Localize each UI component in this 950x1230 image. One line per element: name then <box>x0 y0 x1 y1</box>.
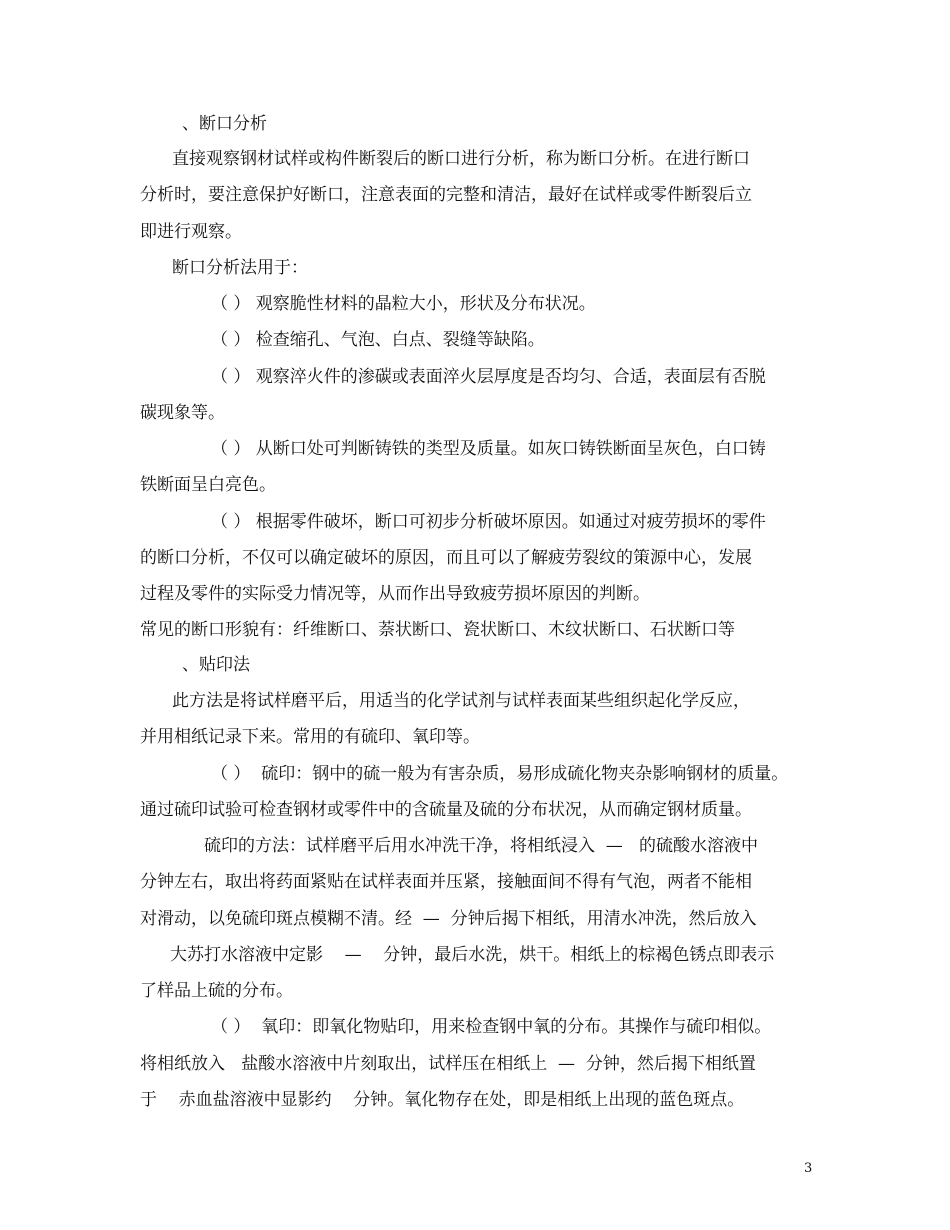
paragraph-line: 此方法是将试样磨平后，用适当的化学试剂与试样表面某些组织起化学反应， <box>172 691 750 711</box>
paragraph-line: 即进行观察。 <box>140 222 242 242</box>
paragraph-line: 分析时，要注意保护好断口，注意表面的完整和清洁，最好在试样或零件断裂后立 <box>140 185 752 205</box>
list-item-continuation: 碳现象等。 <box>140 403 225 423</box>
paragraph-line: 通过硫印试验可检查钢材或零件中的含硫量及硫的分布状况，从而确定钢材质量。 <box>140 800 752 820</box>
sulfur-method-line: 硫印的方法：试样磨平后用水冲洗干净，将相纸浸入 — 的硫酸水溶液中 <box>204 836 759 856</box>
list-item-continuation: 的断口分析，不仅可以确定破坏的原因，而且可以了解疲劳裂纹的策源中心，发展 <box>140 548 752 568</box>
list-item: （ ） 观察脆性材料的晶粒大小，形状及分布状况。 <box>211 294 596 314</box>
sulfur-print-item: （ ） 硫印：钢中的硫一般为有害杂质，易形成硫化物夹杂影响钢材的质量。 <box>211 764 789 784</box>
list-item-continuation: 铁断面呈白亮色。 <box>140 475 276 495</box>
list-item: （ ） 观察淬火件的渗碳或表面淬火层厚度是否均匀、合适，表面层有否脱 <box>211 367 766 387</box>
paragraph-line: 将相纸放入 盐酸水溶液中片刻取出，试样压在相纸上 — 分钟，然后揭下相纸置 <box>140 1054 756 1074</box>
list-item: （ ） 根据零件破坏，断口可初步分析破坏原因。如通过对疲劳损坏的零件 <box>211 512 766 532</box>
section-heading-fracture: 、断口分析 <box>182 114 267 134</box>
uses-lead: 断口分析法用于： <box>172 258 308 278</box>
list-item: （ ） 检查缩孔、气泡、白点、裂缝等缺陷。 <box>211 330 545 350</box>
section-heading-print: 、贴印法 <box>182 655 250 675</box>
paragraph-line: 对滑动，以免硫印斑点模糊不清。经 — 分钟后揭下相纸，用清水冲洗，然后放入 <box>140 909 757 929</box>
paragraph-line: 于 赤血盐溶液中显影约 分钟。氧化物存在处，即是相纸上出现的蓝色斑点。 <box>140 1090 745 1110</box>
list-item: （ ） 从断口处可判断铸铁的类型及质量。如灰口铸铁断面呈灰色，白口铸 <box>211 439 766 459</box>
oxygen-print-item: （ ） 氧印：即氧化物贴印，用来检查钢中氧的分布。其操作与硫印相似。 <box>211 1017 772 1037</box>
common-forms-line: 常见的断口形貌有：纤维断口、萘状断口、瓷状断口、木纹状断口、石状断口等 <box>140 620 735 640</box>
paragraph-line: 了样品上硫的分布。 <box>140 981 293 1001</box>
paragraph-line: 大苏打水溶液中定影 — 分钟，最后水洗，烘干。相纸上的棕褐色锈点即表示 <box>170 945 775 965</box>
paragraph-line: 直接观察钢材试样或构件断裂后的断口进行分析，称为断口分析。在进行断口 <box>172 149 750 169</box>
paragraph-line: 分钟左右，取出将药面紧贴在试样表面并压紧，接触面间不得有气泡，两者不能相 <box>140 872 752 892</box>
list-item-continuation: 过程及零件的实际受力情况等，从而作出导致疲劳损坏原因的判断。 <box>140 584 650 604</box>
page-number: 3 <box>804 1161 813 1176</box>
paragraph-line: 并用相纸记录下来。常用的有硫印、氧印等。 <box>140 727 480 747</box>
